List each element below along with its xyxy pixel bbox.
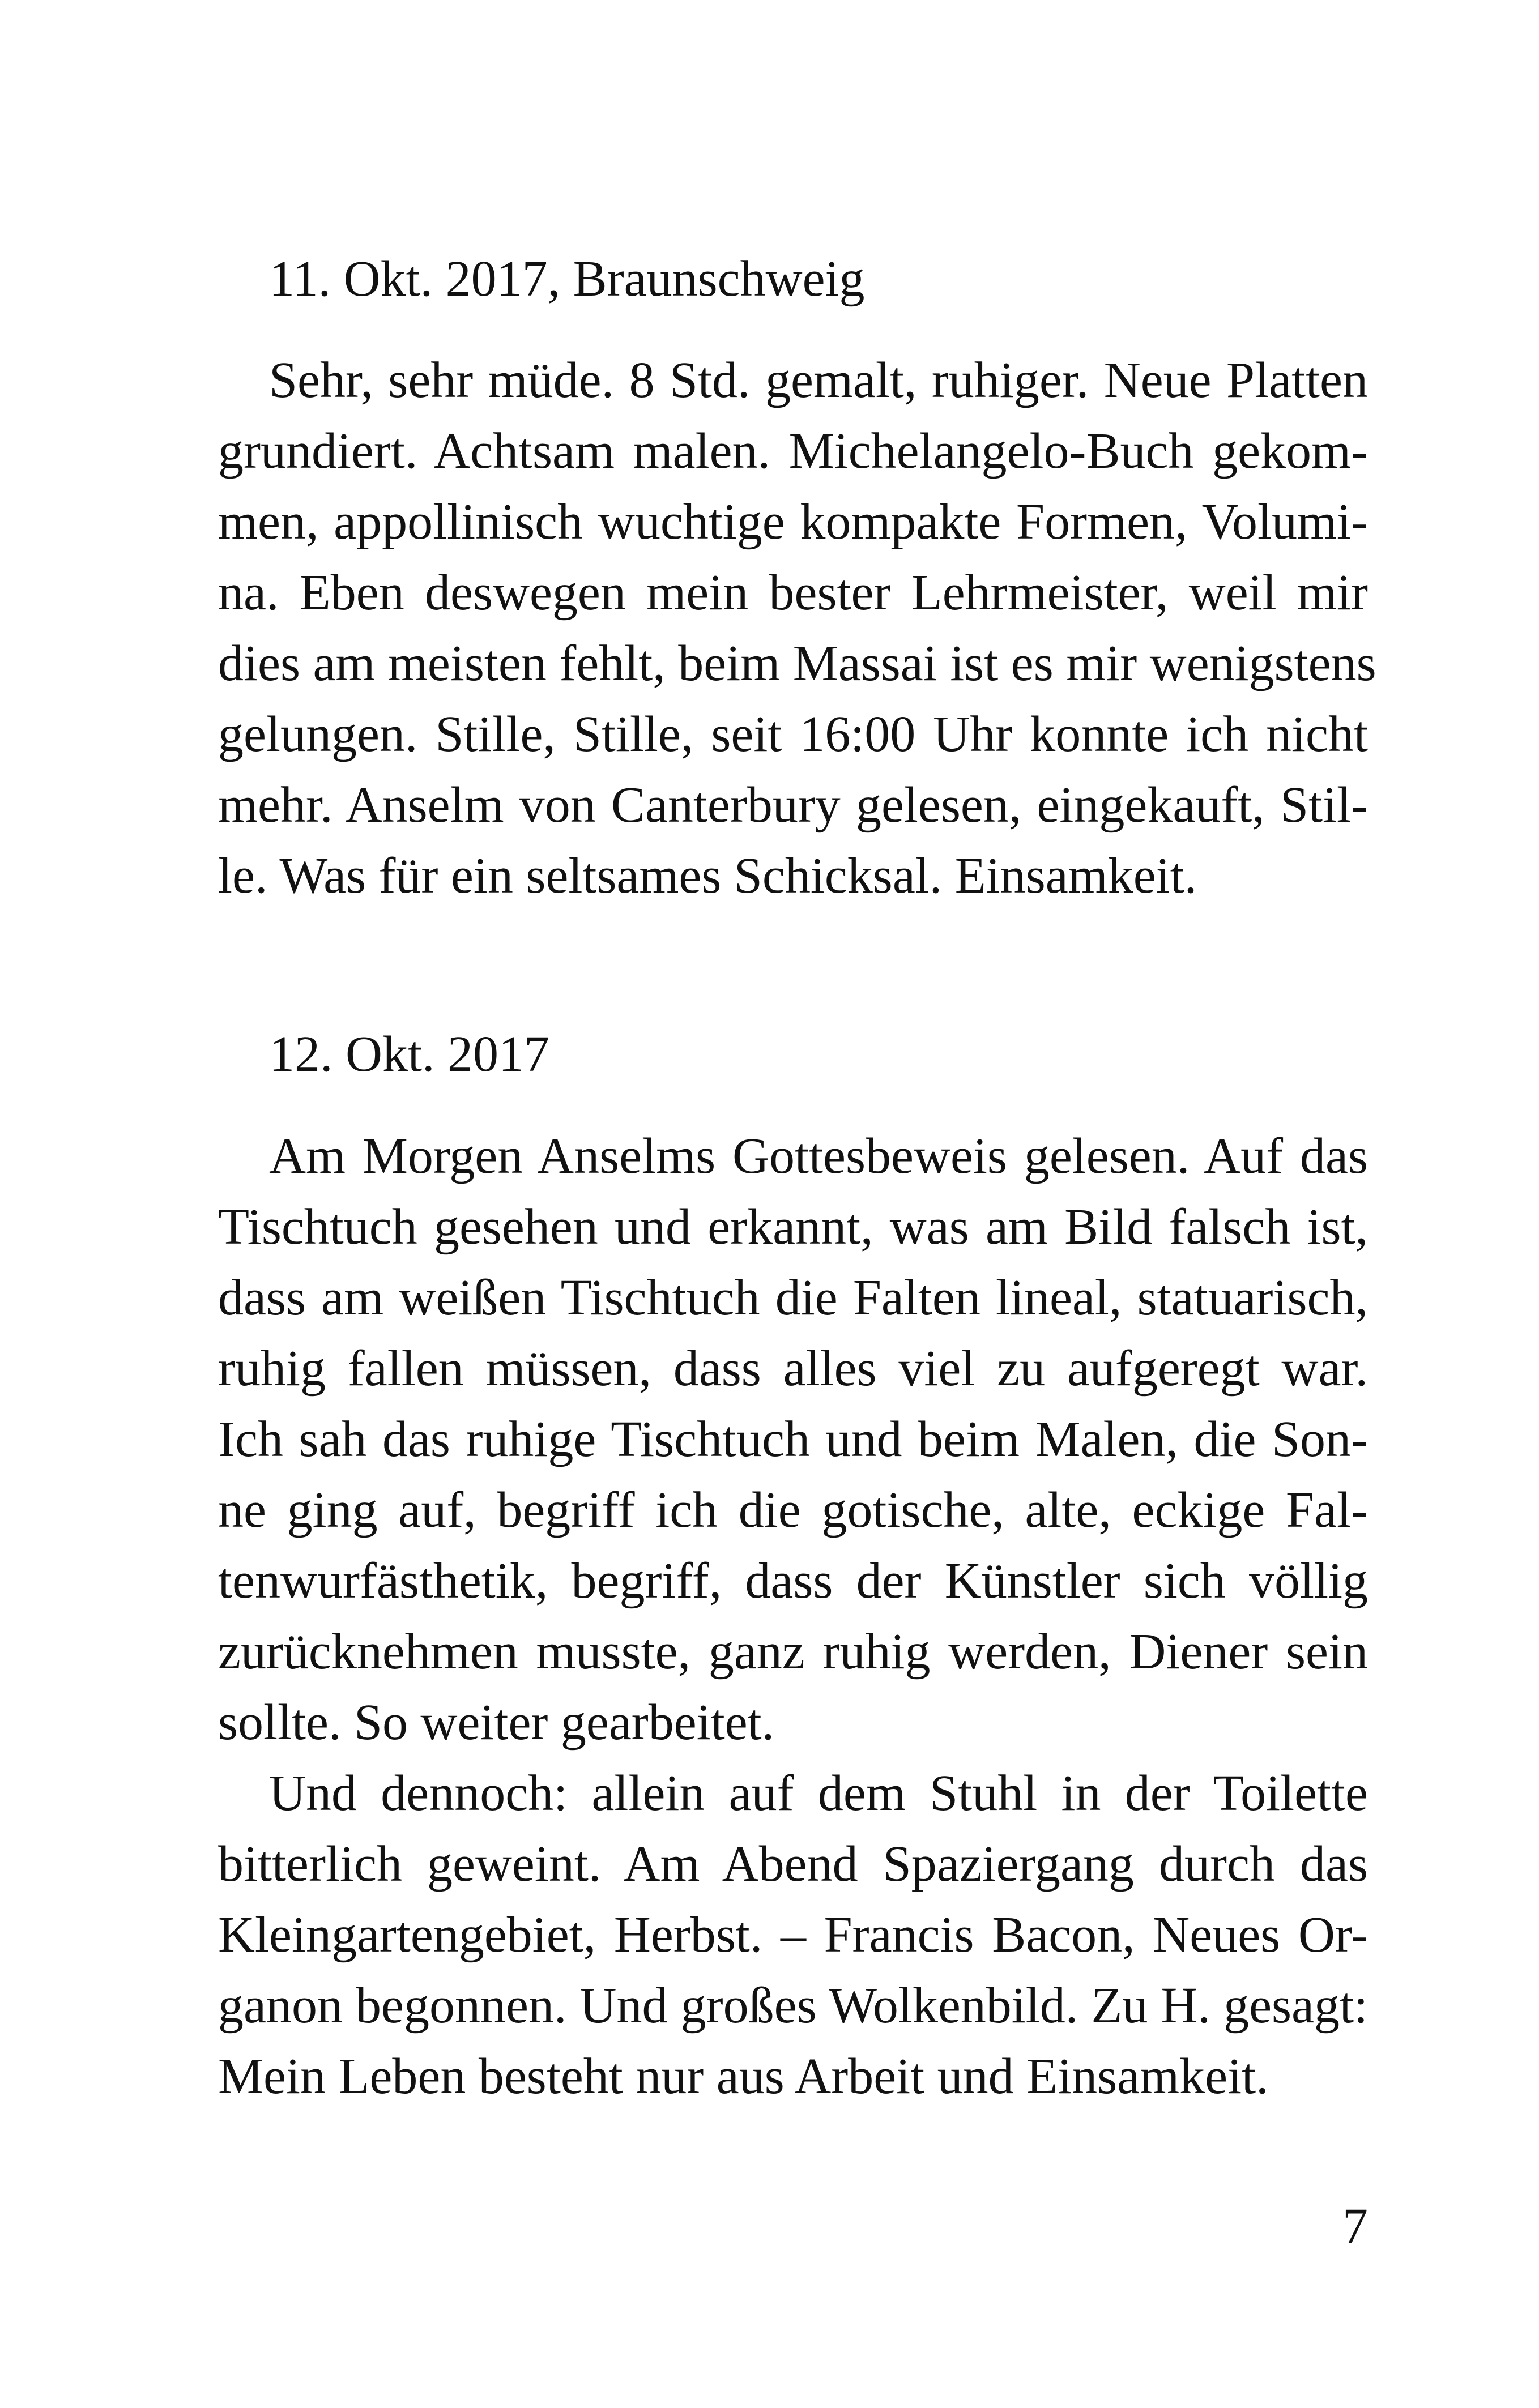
text-line: sollte. So weiter gearbeitet. (218, 1694, 775, 1751)
text-line: men, appollinisch wuchtige kompakte Formen, Volumi- (218, 494, 1368, 550)
text-line: ganon begonnen. Und großes Wolkenbild. Zu H. gesagt: (218, 1978, 1368, 2034)
text-line: tenwurfästhetik, begriff, dass der Künstler sich völlig (218, 1553, 1368, 1609)
text-line: grundiert. Achtsam malen. Michelangelo-Buch gekom- (218, 423, 1368, 479)
text-line: mehr. Anselm von Canterbury gelesen, eingekauft, Stil- (218, 777, 1368, 833)
page-number: 7 (1342, 2198, 1368, 2255)
text-line: Mein Leben besteht nur aus Arbeit und Einsamkeit. (218, 2048, 1269, 2104)
entry-date: 11. Okt. 2017, Braunschweig (269, 251, 865, 307)
text-line: na. Eben deswegen mein bester Lehrmeister, weil mir (218, 565, 1368, 621)
text-line: gelungen. Stille, Stille, seit 16:00 Uhr konnte ich nicht (218, 706, 1368, 762)
text-line: dass am weißen Tischtuch die Falten lineal, statuarisch, (218, 1270, 1368, 1326)
text-line: Sehr, sehr müde. 8 Std. gemalt, ruhiger. Neue Platten (269, 352, 1368, 408)
text-line: Kleingartengebiet, Herbst. – Francis Bacon, Neues Or- (218, 1907, 1368, 1963)
text-line: Ich sah das ruhige Tischtuch und beim Malen, die Son- (218, 1411, 1368, 1467)
text-line: Am Morgen Anselms Gottesbeweis gelesen. Auf das (269, 1128, 1368, 1184)
text-line: dies am meisten fehlt, beim Massai ist es mir wenigstens (218, 635, 1376, 691)
text-line: bitterlich geweint. Am Abend Spaziergang durch das (218, 1836, 1368, 1892)
text-line: le. Was für ein seltsames Schicksal. Einsamkeit. (218, 848, 1197, 904)
entry-date: 12. Okt. 2017 (269, 1026, 549, 1082)
text-line: ne ging auf, begriff ich die gotische, alte, eckige Fal- (218, 1482, 1368, 1538)
text-line: ruhig fallen müssen, dass alles viel zu aufgeregt war. (218, 1340, 1368, 1397)
text-line: zurücknehmen musste, ganz ruhig werden, Diener sein (218, 1624, 1368, 1680)
text-line: Tischtuch gesehen und erkannt, was am Bild falsch ist, (218, 1199, 1368, 1255)
text-line: Und dennoch: allein auf dem Stuhl in der Toilette (269, 1765, 1368, 1821)
